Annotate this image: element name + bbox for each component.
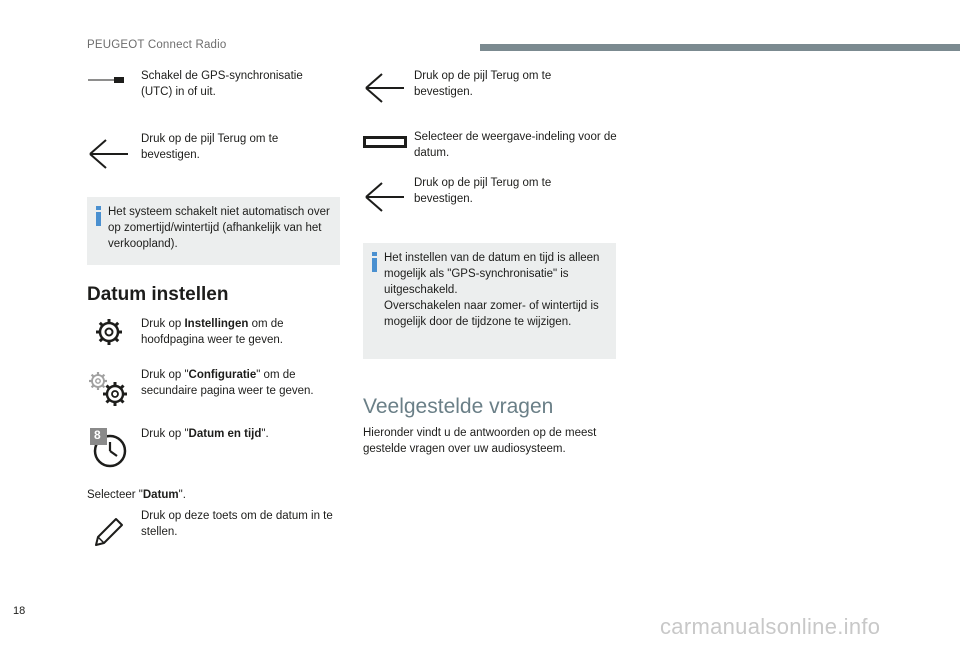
step-date-time-text: Druk op "Datum en tijd". bbox=[141, 428, 269, 440]
pencil-edit-text: Druk op deze toets om de datum in te stellen. bbox=[141, 510, 333, 538]
select-date-text: Selecteer "Datum". bbox=[87, 489, 186, 501]
configuration-gears-icon bbox=[88, 371, 128, 407]
info-note-2-line2: Overschakelen naar zomer- of wintertijd is mogelijk door de tijdzone te wijzigen. bbox=[384, 300, 599, 328]
info-note-2 bbox=[363, 243, 616, 359]
gps-sync-text: Schakel de GPS-synchronisatie (UTC) in of uit. bbox=[141, 70, 303, 98]
format-bar-icon bbox=[363, 136, 407, 148]
header-bar bbox=[480, 44, 960, 51]
header-title: PEUGEOT Connect Radio bbox=[87, 39, 227, 51]
info-note-2-line1: Het instellen van de datum en tijd is alleen mogelijk als "GPS-synchronisatie" is uitgeschakeld. bbox=[384, 252, 600, 296]
info-icon bbox=[94, 206, 104, 226]
faq-intro-text: Hieronder vindt u de antwoorden op de meest gestelde vragen over uw audiosysteem. bbox=[363, 427, 597, 455]
step-settings-text: Druk op Instellingen om de hoofdpagina weer te geven. bbox=[141, 318, 284, 346]
back-arrow-icon bbox=[88, 138, 130, 170]
settings-gear-icon bbox=[95, 318, 123, 346]
step-configuration-text: Druk op "Configuratie" om de secundaire pagina weer te geven. bbox=[141, 369, 314, 397]
watermark: carmanualsonline.info bbox=[660, 614, 881, 639]
back-confirm-text-3: Druk op de pijl Terug om te bevestigen. bbox=[414, 177, 552, 205]
pencil-icon bbox=[92, 515, 126, 549]
info-note-2-text bbox=[384, 250, 612, 330]
info-note-1-text: Het systeem schakelt niet automatisch over op zomertijd/wintertijd (afhankelijk van het verkoopland). bbox=[108, 206, 330, 250]
toggle-icon bbox=[88, 72, 128, 86]
page-number: 18 bbox=[13, 605, 26, 617]
back-arrow-icon bbox=[364, 181, 406, 213]
date-format-text: Selecteer de weergave-indeling voor de datum. bbox=[414, 131, 617, 159]
faq-title: Veelgestelde vragen bbox=[363, 395, 554, 418]
info-icon bbox=[370, 252, 380, 272]
back-confirm-text-1: Druk op de pijl Terug om te bevestigen. bbox=[141, 133, 279, 161]
back-confirm-text-2: Druk op de pijl Terug om te bevestigen. bbox=[414, 70, 552, 98]
clock-badge-number: 8 bbox=[94, 428, 101, 442]
back-arrow-icon bbox=[364, 72, 406, 104]
date-time-clock-icon bbox=[90, 428, 130, 470]
section-title: Datum instellen bbox=[87, 284, 229, 305]
info-note-1 bbox=[87, 197, 340, 265]
